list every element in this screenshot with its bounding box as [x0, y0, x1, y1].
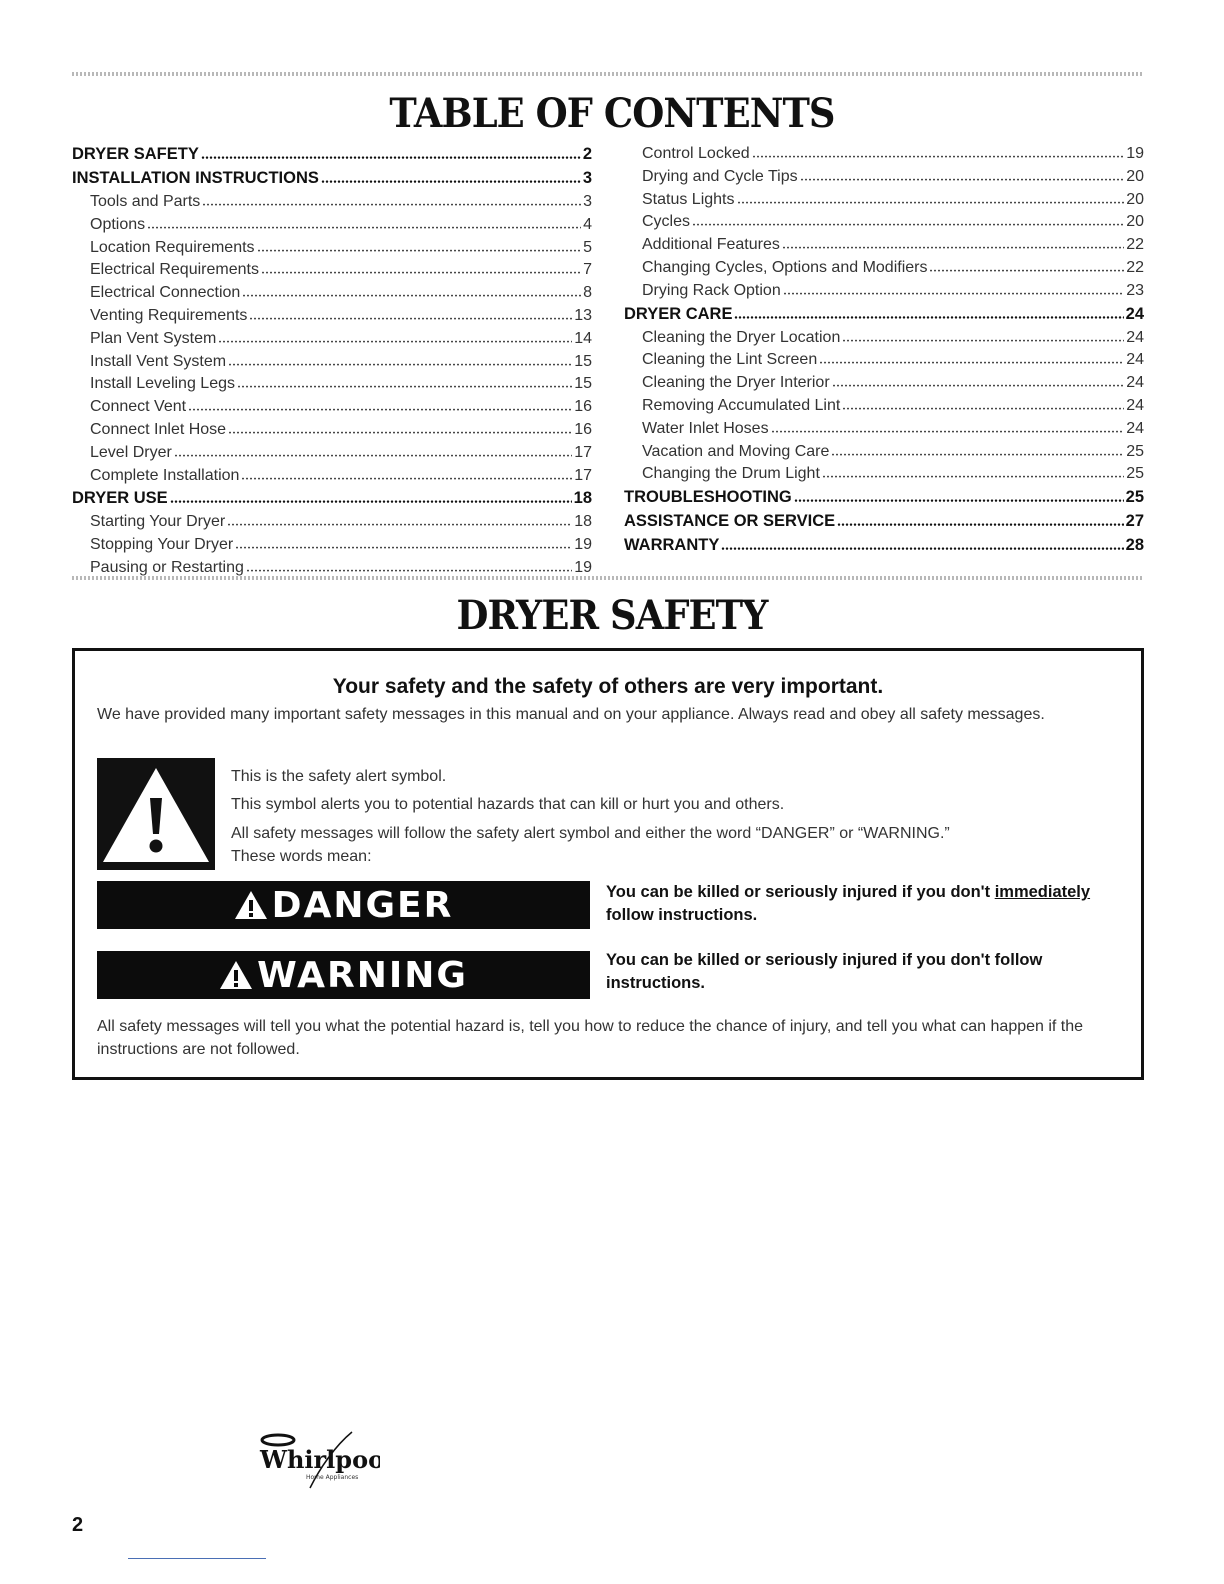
- toc-entry-label: Options: [90, 215, 146, 233]
- toc-entry-label: Starting Your Dryer: [90, 513, 226, 531]
- toc-entry-page: 19: [574, 558, 592, 576]
- safety-closing: All safety messages will tell you what the potential hazard is, tell you how to reduce the chance of injury, and tell you what can happen if the instructions are not followed.: [97, 1018, 1084, 1058]
- toc-entry-page: 24: [1126, 396, 1144, 414]
- toc-entry-label: Install Vent System: [90, 352, 227, 370]
- toc-entry[interactable]: [72, 213, 592, 236]
- toc-entry[interactable]: [624, 440, 1144, 463]
- danger-text: [606, 881, 1126, 927]
- safety-box: [72, 648, 1144, 1080]
- toc-leader-dots: [783, 280, 1124, 296]
- toc-entry-page: 3: [582, 169, 592, 187]
- toc-leader-dots: [261, 259, 581, 275]
- toc-entry[interactable]: [624, 302, 1144, 326]
- toc-entry-page: 24: [1126, 328, 1144, 346]
- danger-text-a: You can be killed or seriously injured if you don't: [606, 883, 995, 901]
- toc-leader-dots: [249, 305, 572, 321]
- toc-entry-label: DRYER CARE: [624, 304, 733, 323]
- toc-entry[interactable]: [72, 350, 592, 373]
- toc-entry-page: 23: [1126, 281, 1144, 299]
- toc-entry-page: 25: [1125, 488, 1144, 507]
- toc-entry[interactable]: [624, 188, 1144, 211]
- toc-entry-label: Vacation and Moving Care: [642, 442, 830, 460]
- toc-entry[interactable]: [72, 281, 592, 304]
- toc-entry-label: Control Locked: [642, 145, 750, 162]
- toc-entry-page: 5: [583, 238, 592, 256]
- toc-entry-label: Electrical Connection: [90, 284, 241, 302]
- toc-entry-page: 25: [1126, 465, 1144, 483]
- toc-entry-label: Cleaning the Lint Screen: [642, 351, 818, 369]
- toc-entry-page: 17: [574, 443, 592, 461]
- toc-leader-dots: [227, 511, 572, 527]
- toc-leader-dots: [819, 349, 1124, 365]
- toc-entry-page: 18: [573, 489, 592, 508]
- toc-entry-page: 14: [574, 329, 592, 347]
- toc-entry[interactable]: [624, 394, 1144, 417]
- toc-leader-dots: [832, 372, 1125, 388]
- warning-alert-icon: [219, 960, 253, 990]
- warning-text: You can be killed or seriously injured if you don't follow instructions.: [606, 951, 1043, 992]
- toc-entry-page: 24: [1126, 351, 1144, 369]
- toc-leader-dots: [721, 535, 1123, 552]
- toc-entry-label: Complete Installation: [90, 466, 240, 484]
- danger-text-emphasis: immediately: [994, 883, 1091, 901]
- toc-leader-dots: [228, 351, 572, 367]
- toc-entry-label: Stopping Your Dryer: [90, 536, 234, 554]
- toc-leader-dots: [822, 463, 1124, 479]
- toc-entry-label: Electrical Requirements: [90, 261, 259, 279]
- toc-entry-page: 19: [574, 536, 592, 554]
- toc-entry-page: 25: [1126, 442, 1144, 460]
- toc-entry-label: DRYER SAFETY: [72, 145, 199, 163]
- toc-entry[interactable]: [624, 348, 1144, 371]
- toc-entry-label: WARRANTY: [624, 536, 720, 555]
- toc-entry[interactable]: [72, 327, 592, 350]
- toc-entry-label: DRYER USE: [72, 489, 168, 508]
- toc-entry[interactable]: [72, 236, 592, 259]
- alert-line-2: This symbol alerts you to potential hazards that can kill or hurt you and others.: [231, 796, 785, 813]
- toc-entry[interactable]: [72, 166, 592, 190]
- toc-entry[interactable]: [72, 258, 592, 281]
- section-divider: [72, 576, 1143, 580]
- danger-label: [97, 881, 590, 929]
- toc-leader-dots: [929, 257, 1124, 273]
- toc-leader-dots: [842, 395, 1124, 411]
- toc-entry-page: 4: [583, 215, 592, 233]
- toc-leader-dots: [235, 534, 572, 550]
- toc-entry[interactable]: [72, 372, 592, 395]
- toc-leader-dots: [752, 143, 1125, 159]
- toc-left-column: [72, 142, 592, 579]
- toc-entry-page: 15: [574, 352, 592, 370]
- toc-entry-label: Drying Rack Option: [642, 281, 781, 299]
- toc-entry-page: 15: [574, 375, 592, 393]
- toc-entry-page: 7: [583, 261, 592, 279]
- toc-entry[interactable]: [72, 533, 592, 556]
- toc-entry[interactable]: [624, 233, 1144, 256]
- toc-entry-label: Plan Vent System: [90, 329, 217, 347]
- toc-title: TABLE OF CONTENTS: [389, 90, 835, 137]
- toc-entry[interactable]: [624, 165, 1144, 188]
- section-title: DRYER SAFETY: [456, 592, 768, 639]
- toc-entry-page: 24: [1126, 419, 1144, 437]
- toc-leader-dots: [782, 234, 1124, 250]
- toc-entry-label: Location Requirements: [90, 238, 255, 256]
- toc-entry-label: Additional Features: [642, 236, 780, 254]
- toc-entry[interactable]: [72, 418, 592, 441]
- toc-entry-label: Connect Inlet Hose: [90, 420, 227, 438]
- toc-entry-page: 22: [1126, 258, 1144, 276]
- warning-label: [97, 951, 590, 999]
- toc-leader-dots: [692, 211, 1124, 227]
- footer-link-line: [128, 1558, 266, 1559]
- toc-leader-dots: [202, 191, 581, 207]
- toc-leader-dots: [174, 442, 572, 458]
- toc-entry-label: Changing Cycles, Options and Modifiers: [642, 258, 928, 276]
- toc-entry-page: 19: [1126, 145, 1144, 162]
- toc-leader-dots: [218, 328, 572, 344]
- toc-entry-page: 3: [583, 193, 592, 210]
- toc-entry-page: 13: [574, 306, 592, 324]
- toc-leader-dots: [734, 303, 1123, 320]
- toc-entry-page: 16: [574, 398, 592, 416]
- toc-entry-label: TROUBLESHOOTING: [624, 488, 792, 507]
- toc-entry[interactable]: [624, 279, 1144, 302]
- toc-entry[interactable]: [72, 304, 592, 327]
- toc-entry-page: 20: [1126, 190, 1144, 208]
- toc-entry-page: 20: [1126, 167, 1144, 185]
- toc-leader-dots: [188, 396, 572, 412]
- toc-leader-dots: [246, 557, 572, 573]
- danger-text-b: follow instructions.: [606, 906, 758, 924]
- danger-word: DANGER: [271, 884, 454, 926]
- toc-leader-dots: [228, 419, 572, 435]
- toc-entry-page: 22: [1126, 236, 1144, 254]
- toc-entry-page: 20: [1126, 213, 1144, 231]
- toc-entry[interactable]: [72, 510, 592, 533]
- toc-leader-dots: [837, 511, 1123, 528]
- toc-leader-dots: [241, 465, 572, 481]
- toc-entry-page: 24: [1126, 374, 1144, 392]
- toc-leader-dots: [257, 237, 582, 253]
- toc-entry[interactable]: [72, 395, 592, 418]
- brand-name: Whirlpool: [260, 1445, 380, 1474]
- toc-entry-label: Tools and Parts: [90, 193, 201, 210]
- safety-heading: Your safety and the safety of others are very important.: [332, 675, 884, 698]
- toc-entry-label: Venting Requirements: [90, 306, 248, 324]
- toc-leader-dots: [242, 282, 581, 298]
- toc-entry-label: Cycles: [642, 213, 691, 231]
- toc-leader-dots: [321, 168, 581, 185]
- danger-alert-icon: [234, 890, 268, 920]
- alert-line-3: All safety messages will follow the safety alert symbol and either the word “DANGER” or “WARNING.”: [231, 825, 950, 842]
- safety-alert-icon: [97, 758, 215, 870]
- toc-leader-dots: [842, 327, 1124, 343]
- toc-entry-page: 8: [583, 284, 592, 302]
- toc-entry[interactable]: [72, 464, 592, 487]
- brand-sub: Home Appliances: [306, 1474, 359, 1481]
- toc-entry-page: 2: [582, 145, 592, 163]
- toc-leader-dots: [147, 214, 581, 230]
- whirlpool-logo-icon: [250, 1428, 380, 1494]
- toc-entry-label: Drying and Cycle Tips: [642, 167, 798, 185]
- toc-entry-page: 18: [574, 513, 592, 531]
- toc-entry-label: Connect Vent: [90, 398, 187, 416]
- toc-entry[interactable]: [624, 485, 1144, 509]
- toc-leader-dots: [237, 373, 572, 389]
- toc-entry[interactable]: [624, 533, 1144, 557]
- toc-leader-dots: [794, 487, 1124, 504]
- toc-entry-page: 16: [574, 420, 592, 438]
- toc-entry[interactable]: [624, 210, 1144, 233]
- toc-entry[interactable]: [72, 190, 592, 213]
- toc-leader-dots: [737, 189, 1125, 205]
- toc-entry-label: ASSISTANCE OR SERVICE: [624, 512, 836, 531]
- safety-intro: We have provided many important safety messages in this manual and on your appliance. Always read and obey all safety messages.: [97, 706, 1045, 723]
- toc-entry-label: Pausing or Restarting: [90, 558, 244, 576]
- toc-entry-label: Water Inlet Hoses: [642, 419, 769, 437]
- toc-leader-dots: [170, 488, 572, 505]
- warning-word: WARNING: [257, 954, 468, 996]
- toc-entry[interactable]: [72, 441, 592, 464]
- toc-entry[interactable]: [624, 256, 1144, 279]
- toc-entry-label: Status Lights: [642, 190, 735, 208]
- toc-entry-page: 24: [1125, 304, 1144, 323]
- toc-right-column: [624, 142, 1144, 557]
- toc-entry-label: Changing the Drum Light: [642, 465, 820, 483]
- toc-entry[interactable]: [624, 462, 1144, 485]
- toc-entry[interactable]: [624, 371, 1144, 394]
- toc-leader-dots: [800, 166, 1125, 182]
- toc-entry-label: Removing Accumulated Lint: [642, 396, 841, 414]
- toc-entry[interactable]: [624, 509, 1144, 533]
- toc-entry-label: Cleaning the Dryer Interior: [642, 374, 830, 392]
- toc-entry[interactable]: [624, 417, 1144, 440]
- toc-entry[interactable]: [624, 142, 1144, 165]
- toc-entry-page: 27: [1125, 512, 1144, 531]
- toc-leader-dots: [831, 441, 1124, 457]
- toc-entry[interactable]: [624, 326, 1144, 349]
- toc-entry[interactable]: [72, 486, 592, 510]
- toc-entry-label: Level Dryer: [90, 443, 172, 461]
- toc-entry-label: INSTALLATION INSTRUCTIONS: [72, 169, 319, 187]
- toc-entry[interactable]: [72, 142, 592, 166]
- page-number: 2: [72, 1514, 84, 1536]
- toc-entry-page: 17: [574, 466, 592, 484]
- top-divider: [72, 72, 1143, 76]
- toc-leader-dots: [201, 144, 581, 161]
- toc-entry-page: 28: [1125, 536, 1144, 555]
- toc-entry-label: Cleaning the Dryer Location: [642, 328, 841, 346]
- alert-line-1: This is the safety alert symbol.: [231, 768, 447, 785]
- toc-entry-label: Install Leveling Legs: [90, 375, 235, 393]
- toc-leader-dots: [771, 418, 1125, 434]
- alert-line-4: These words mean:: [231, 848, 372, 865]
